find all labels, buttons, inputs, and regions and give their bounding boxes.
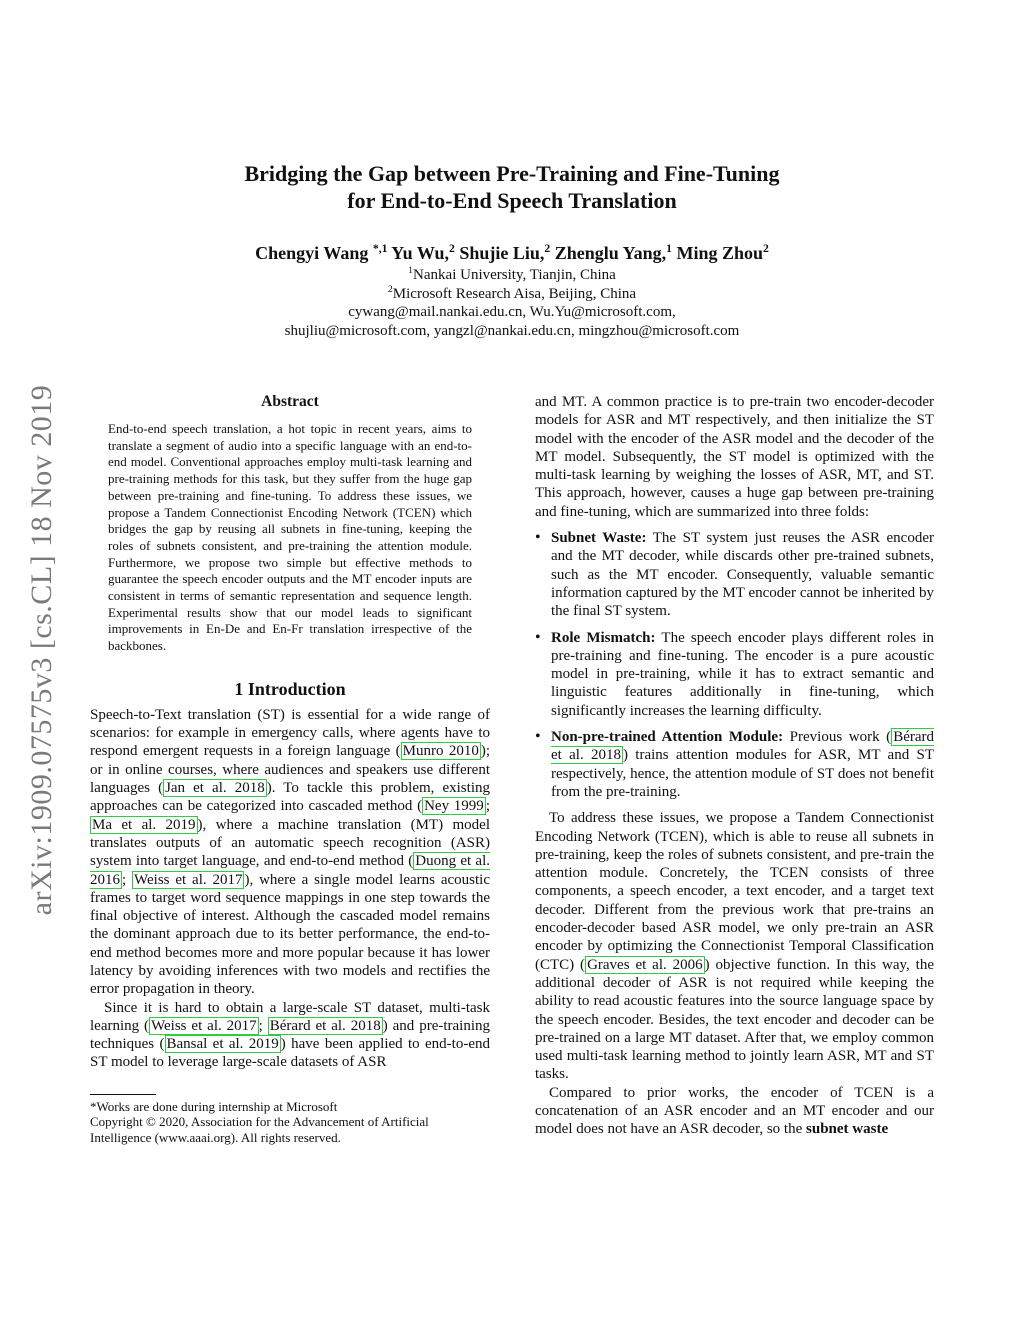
citation-link[interactable]: Bérard et al. 2018 xyxy=(551,729,934,764)
author: Yu Wu, xyxy=(391,243,450,263)
right-paragraph-1: and MT. A common practice is to pre-train two encoder-decoder models for ASR and MT respectively, and then initialize the ST model with the encoder of the ASR model and the decoder of the MT model. Subsequently, the ST model is optimized with the multi-task learning by weighing the losses of ASR, MT, and ST. This approach, however, causes a huge gap between pre-training and fine-tuning, which are summarized into three folds: xyxy=(535,394,934,520)
citation-link[interactable]: Graves et al. 2006 xyxy=(587,956,703,973)
author-mark: 1 xyxy=(666,242,672,255)
list-item-label: Non-pre-trained Attention Module: xyxy=(551,729,784,746)
abstract-text: End-to-end speech translation, a hot topic in recent years, aims to translate a segment of audio into a specific language with an end-to-end model. Conventional approaches employ multi-task learning and pre-training methods for this task, but they suffer from the huge gap between pre-training and fine-tuning. To address these issues, we propose a Tandem Connectionist Encoding Network (TCEN) which bridges the gap by reusing all subnets in fine-tuning, keeping the roles of subnets consistent, and pre-training the attention module. Furthermore, we propose two simple but effective methods to guarantee the speech encoder outputs and the MT encoder inputs are consistent in terms of semantic representation and sequence length. Experimental results show that our model leads to significant improvements in En-De and En-Fr translation irrespective of the backbones. xyxy=(108,421,472,654)
affiliations xyxy=(150,266,874,340)
affiliation-mark: 1 xyxy=(408,265,414,276)
citation-link[interactable]: Ney 1999 xyxy=(424,798,484,815)
author-list xyxy=(150,242,874,264)
abstract-heading: Abstract xyxy=(261,393,319,410)
list-item-label: Subnet Waste: xyxy=(551,530,647,547)
author: Shujie Liu, xyxy=(459,243,545,263)
email-line: cywang@mail.nankai.edu.cn, Wu.Yu@microsoft.com, xyxy=(348,304,676,320)
intro-paragraph-1: Speech-to-Text translation (ST) is essential for a wide range of scenarios: for example in emergency calls, where agents have to respond emergent requests in a foreign language ( Munro 2010 ); or in online courses, where audiences and speakers use different languages ( Jan et al. 2018 ). To tackle this problem, existing approaches can be categorized into cascaded method ( Ney 1999 ; Ma et al. 2019 ), where a machine translation (MT) model translates outputs of an automatic speech recognition (ASR) system into target language, and end-to-end method ( Duong et al. 2016 ; Weiss et al. 2017 ), where a single model learns acoustic frames to target word sequence mappings in one step towards the final objective of interest. Although the cascaded model remains the dominant approach due to its better performance, the end-to-end method becomes more and more popular because it has lower latency by avoiding inferences with two models and rectifies the error propagation in theory. xyxy=(90,706,490,998)
author-mark: 2 xyxy=(763,242,769,255)
list-item-label: Role Mismatch: xyxy=(551,629,656,646)
author-mark: 2 xyxy=(544,242,551,255)
right-column xyxy=(535,393,934,1139)
bold-term: subnet waste xyxy=(806,1121,889,1138)
arxiv-id: arXiv:1909.07575v3 [cs.CL] 18 Nov 2019 xyxy=(25,384,58,916)
affiliation: $^1$Nankai University, Tianjin, China xyxy=(408,265,616,283)
affiliation: $^2$Microsoft Research Aisa, Beijing, China xyxy=(387,283,637,302)
title-line-1: Bridging the Gap between Pre-Training and Fine-Tuning xyxy=(244,161,780,186)
list-item: • Subnet Waste: The ST system just reuses the ASR encoder and the MT decoder, while discards other pre-trained subnets, such as the MT encoder. Consequently, valuable semantic information captured by the MT encoder cannot be inherited by the final ST system. xyxy=(535,529,934,620)
copyright-line: Copyright © 2020, Association for the Advancement of Artificial xyxy=(90,1114,429,1130)
footnote: *Works are done during internship at Microsoft xyxy=(90,1098,338,1114)
author: Chengyi Wang xyxy=(255,243,369,263)
citation-link[interactable]: Weiss et al. 2017 xyxy=(151,1017,257,1034)
list-item: • Non-pre-trained Attention Module: Previous work ( Bérard et al. 2018 ) trains attention modules for ASR, MT and ST respectively, hence, the attention module of ST does not benefit from the pre-training. xyxy=(535,728,934,801)
arxiv-sidebar xyxy=(26,350,58,950)
section-heading-introduction: 1 Introduction xyxy=(234,678,346,699)
right-paragraph-3: Compared to prior works, the encoder of TCEN is a concatenation of an ASR encoder and an MT encoder and our model does not have an ASR decoder, so the subnet waste xyxy=(535,1084,934,1138)
affiliation-mark: 2 xyxy=(387,283,393,295)
right-paragraph-2: To address these issues, we propose a Tandem Connectionist Encoding Network (TCEN), which is able to reuse all subnets in pre-training, keep the roles of subnets consistent, and pre-train the attention module. Concretely, the TCEN consists of three components, a speech encoder, a text encoder, and a target text decoder. Different from the previous work that pre-trains an encoder-decoder based ASR model, we only pre-train an ASR encoder by optimizing the Connectionist Temporal Classification (CTC) ( Graves et al. 2006 ) objective function. In this way, the additional decoder of ASR is not required while keeping the ability to read acoustic features into the source language space by the speech encoder. Besides, the text encoder and decoder can be pre-trained on a large MT dataset. After that, we employ common used multi-task learning method to jointly learn ASR, MT and ST tasks. xyxy=(535,810,934,1083)
list-item: • Role Mismatch: The speech encoder plays different roles in pre-training and fine-tuning. The encoder is a pure acoustic model in pre-training, while it has to extract semantic and linguistic features additionally in fine-tuning, which significantly increases the learning difficulty. xyxy=(535,629,934,720)
citation-link[interactable]: Ma et al. 2019 xyxy=(92,816,196,833)
paper-title xyxy=(150,160,874,214)
intro-paragraph-2: Since it is hard to obtain a large-scale ST dataset, multi-task learning ( Weiss et al. 2017 ; Bérard et al. 2018 ) and pre-training techniques ( Bansal et al. 2019 ) have been applied to end-to-end ST model to leverage large-scale datasets of ASR xyxy=(90,999,491,1071)
author: Ming Zhou xyxy=(676,243,763,263)
copyright-line: Intelligence (www.aaai.org). All rights reserved. xyxy=(90,1129,341,1145)
author: Zhenglu Yang, xyxy=(554,243,667,263)
citation-link[interactable]: Bérard et al. 2018 xyxy=(269,1017,381,1034)
author-mark: *,1 xyxy=(372,242,388,255)
citation-link[interactable]: Duong et al. 2016 xyxy=(90,853,490,888)
author-mark: 2 xyxy=(449,242,455,255)
citation-link[interactable]: Weiss et al. 2017 xyxy=(134,871,243,888)
citation-link[interactable]: Munro 2010 xyxy=(402,743,479,760)
gap-list xyxy=(535,529,934,801)
title-line-2: for End-to-End Speech Translation xyxy=(347,188,677,213)
footnote-rule xyxy=(90,1094,156,1095)
citation-link[interactable]: Jan et al. 2018 xyxy=(165,780,265,797)
citation-link[interactable]: Bansal et al. 2019 xyxy=(166,1036,279,1053)
email-line: shujliu@microsoft.com, yangzl@nankai.edu.cn, mingzhou@microsoft.com xyxy=(284,322,740,339)
left-column xyxy=(90,393,490,1145)
